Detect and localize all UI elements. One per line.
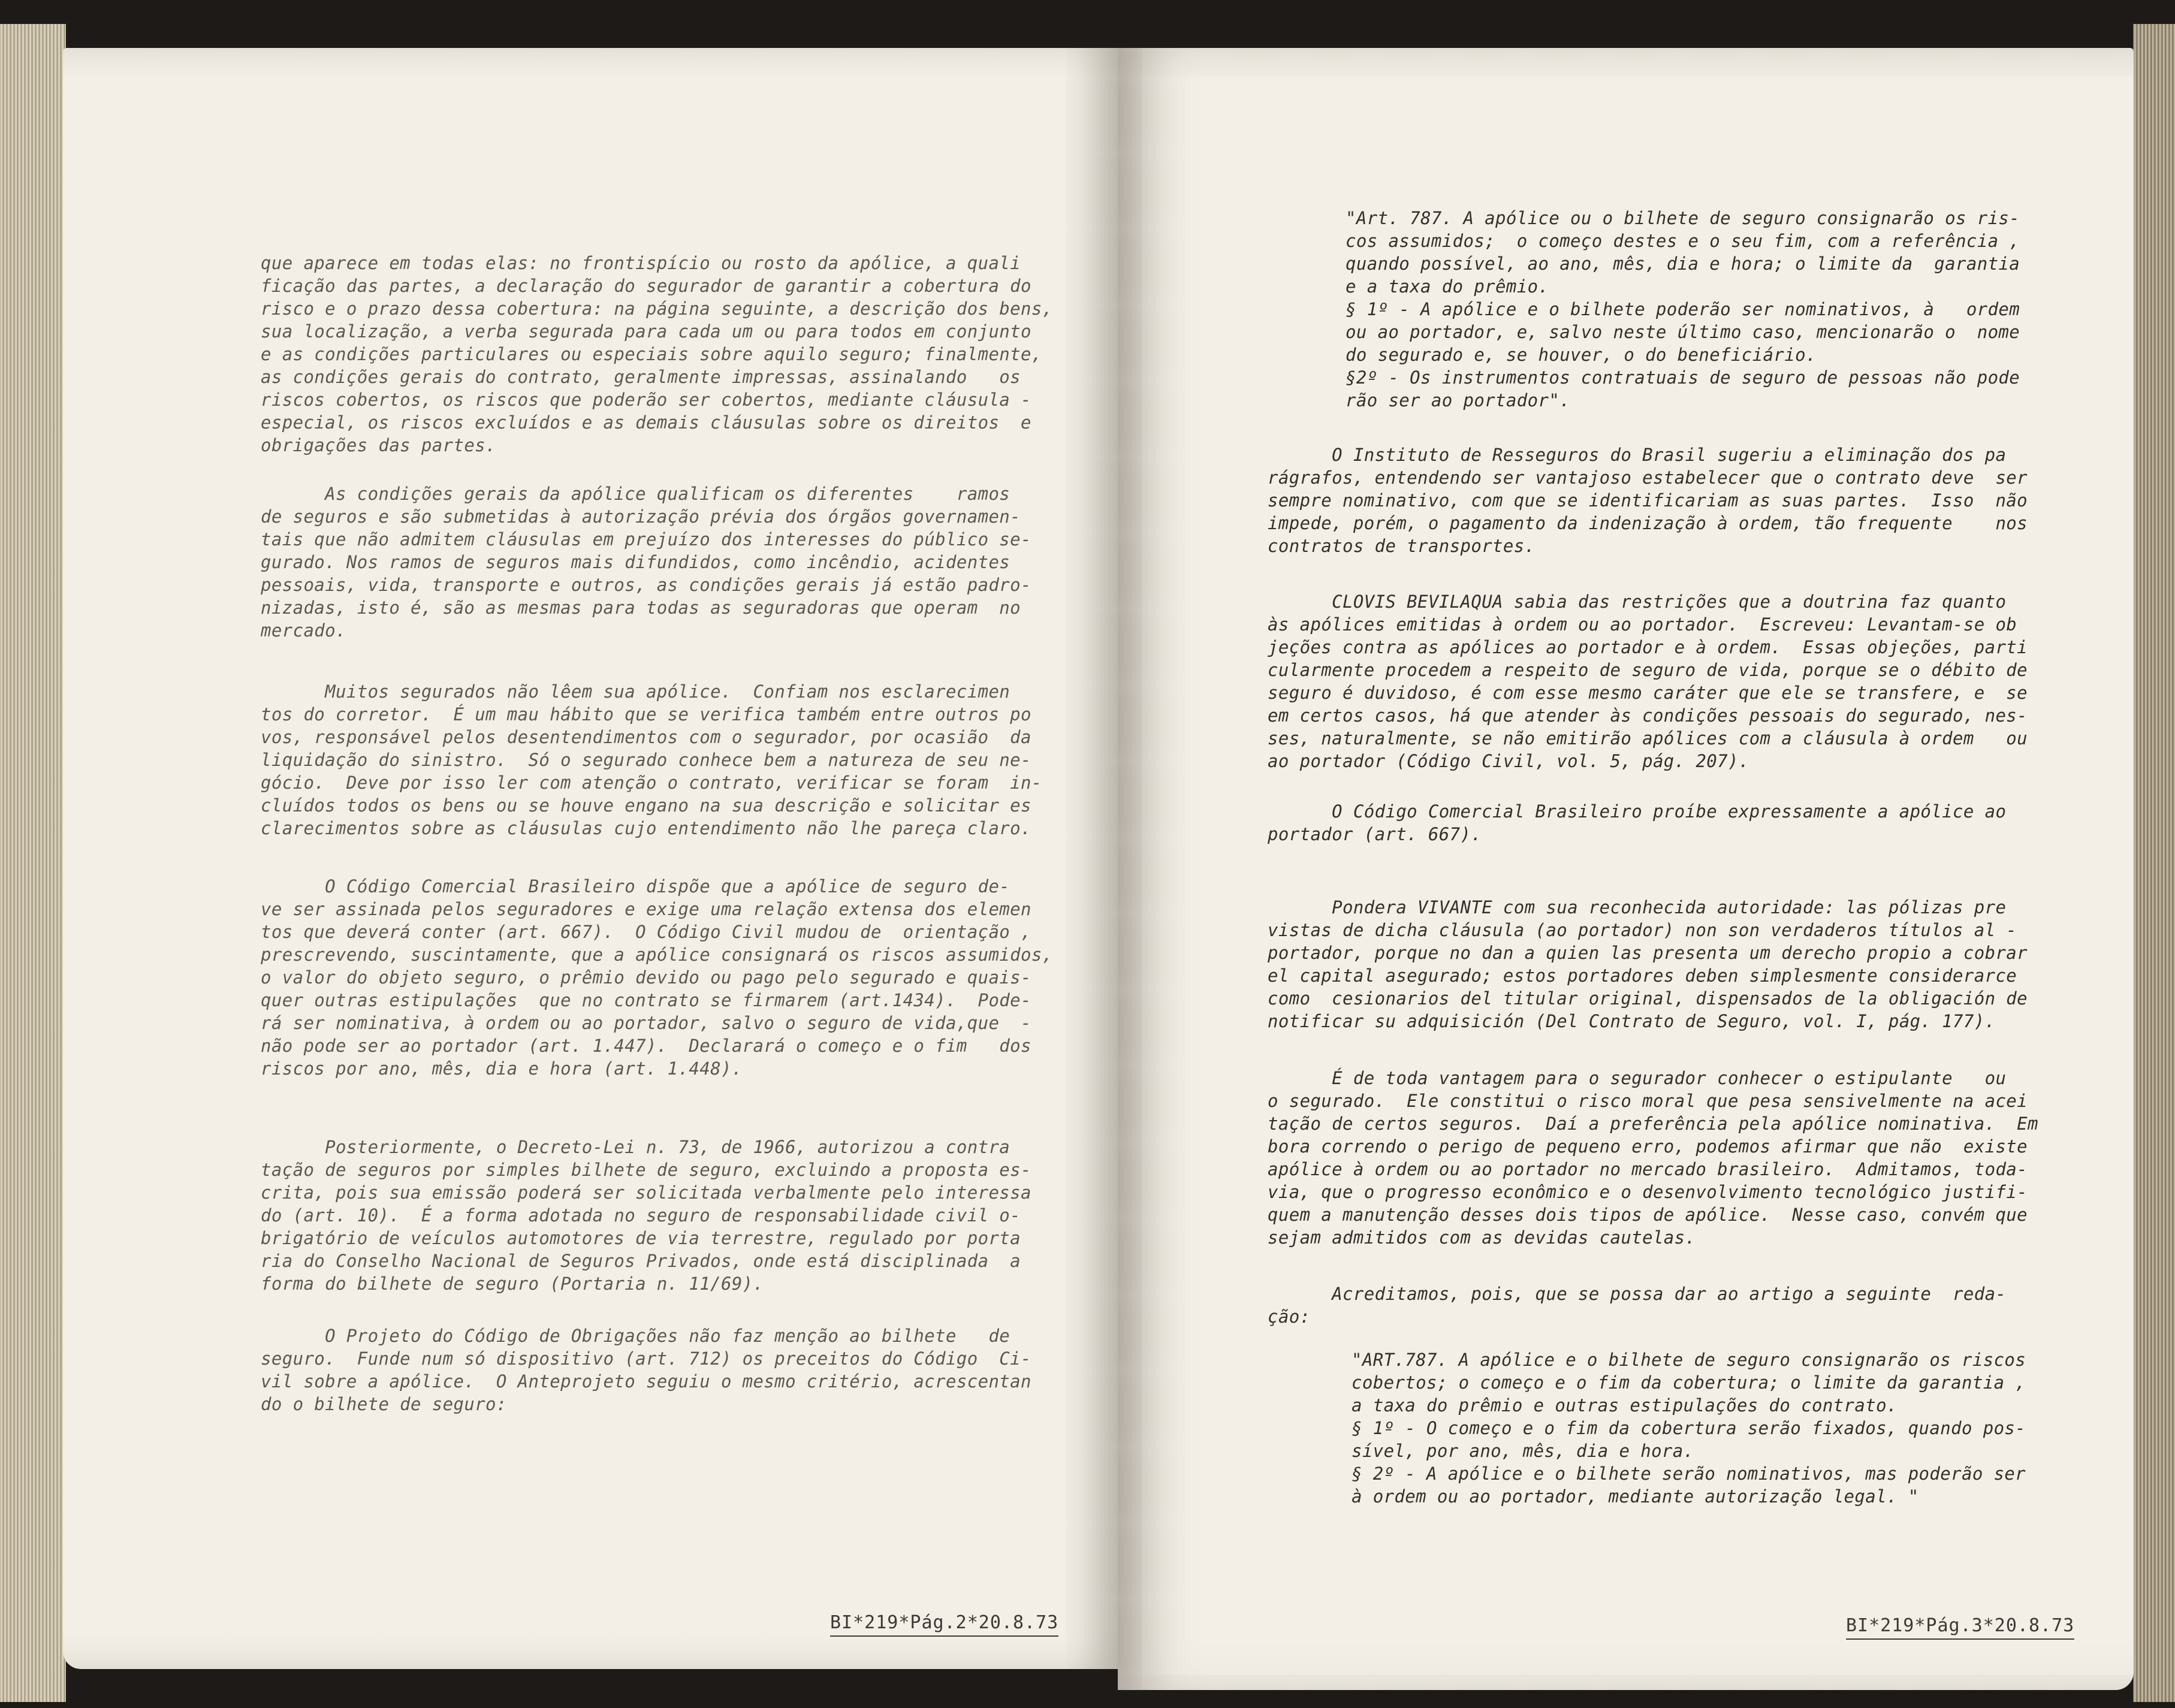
right-page-footer: BI*219*Pág.3*20.8.73 bbox=[1846, 1615, 2074, 1640]
left-paragraph-6: O Projeto do Código de Obrigações não faz menção ao bilhete de seguro. Funde num só dispositivo (art. 712) os preceitos do Código Ci- vil sobre a apólice. O Anteprojeto seguiu o mesmo critério, acrescentan do o bilhete de seguro: bbox=[261, 1326, 1031, 1414]
left-paragraph-3: Muitos segurados não lêem sua apólice. Confiam nos esclarecimen tos do corretor. É um mau hábito que se verifica também entre outros po vos, responsável pelos desentendimentos com o segurador, por ocasião da liquidação do sinistro. Só o segurado conhece bem a natureza de seu ne- gócio. Deve por isso ler com atenção o contrato, verificar se foram in- cluídos todos os bens ou se houve engano na sua descrição e solicitar es clarecimentos sobre as cláusulas cujo entendimento não lhe pareça claro. bbox=[261, 681, 1042, 838]
left-paragraph-5: Posteriormente, o Decreto-Lei n. 73, de 1966, autorizou a contra tação de seguros por simples bilhete de seguro, excluindo a proposta es- crita, pois sua emissão poderá ser solicitada verbalmente pelo interessa do (art. 10). É a forma adotada no seguro de responsabilidade civil o- brigatório de veículos automotores de via terrestre, regulado por porta ria do Conselho Nacional de Seguros Privados, onde está disciplinada a forma do bilhete de seguro (Portaria n. 11/69). bbox=[261, 1137, 1031, 1294]
right-paragraph-3: CLOVIS BEVILAQUA sabia das restrições que a doutrina faz quanto às apólices emitidas à ordem ou ao portador. Escreveu: Levantam-se ob jeções contra as apólices ao portador e à ordem. Essas objeções, parti cularmente procedem a respeito de seguro de vida, porque se o débito de seguro é duvidoso, é com esse mesmo caráter que ele se transfere, e se em certos casos, há que atender às condições pessoais do segurado, nes- ses, naturalmente, se não emitirão apólices com a cláusula à ordem ou ao portador (Código Civil, vol. 5, pág. 207). bbox=[1268, 592, 2028, 771]
book-edge-left bbox=[0, 24, 66, 1702]
right-paragraph-7: Acreditamos, pois, que se possa dar ao artigo a seguinte reda- ção: bbox=[1268, 1284, 2007, 1327]
right-paragraph-6: É de toda vantagem para o segurador conhecer o estipulante ou o segurado. Ele constitui o risco moral que pesa sensivelmente na acei tação de certos seguros. Daí a preferência pela apólice nominativa. Em bora correndo o perigo de pequeno erro, podemos afirmar que não existe apólice à ordem ou ao portador no mercado brasileiro. Admitamos, toda- via, que o progresso econômico e o desenvolvimento tecnológico justifi- quem a manutenção desses dois tipos de apólice. Nesse caso, convém que sejam admitidos com as devidas cautelas. bbox=[1268, 1068, 2038, 1248]
book-edge-right bbox=[2133, 24, 2175, 1702]
right-paragraph-8: "ART.787. A apólice e o bilhete de seguro consignarão os riscos cobertos; o começo e o fim da cobertura; o limite da garantia , a taxa do prêmio e outras estipulações do contrato. § 1º - O começo e o fim da cobertura serão fixados, quando pos- sível, por ano, mês, dia e hora. § 2º - A apólice e o bilhete serão nominativos, mas poderão ser à ordem ou ao portador, mediante autorização legal. " bbox=[1352, 1350, 2026, 1507]
left-paragraph-4: O Código Comercial Brasileiro dispõe que a apólice de seguro de- ve ser assinada pelos seguradores e exige uma relação extensa dos elemen tos que deverá conter (art. 667). O Código Civil mudou de orientação , prescrevendo, suscintamente, que a apólice consignará os riscos assumidos, o valor do objeto seguro, o prêmio devido ou pago pelo segurado e quais- quer outras estipulações que no contrato se firmarem (art.1434). Pode- rá ser nominativa, à ordem ou ao portador, salvo o seguro de vida,que - não pode ser ao portador (art. 1.447). Declarará o começo e o fim dos riscos por ano, mês, dia e hora (art. 1.448). bbox=[261, 876, 1053, 1079]
left-page-footer: BI*219*Pág.2*20.8.73 bbox=[830, 1612, 1058, 1637]
left-paragraph-1: que aparece em todas elas: no frontispício ou rosto da apólice, a quali ficação das partes, a declaração do segurador de garantir a cobertura do risco e o prazo dessa cobertura: na página seguinte, a descrição dos bens, sua localização, a verba segurada para cada um ou para todos em conjunto e as condições particulares ou especiais sobre aquilo seguro; finalmente, as condições gerais do contrato, geralmente impressas, assinalando os riscos cobertos, os riscos que poderão ser cobertos, mediante cláusula - especial, os riscos excluídos e as demais cláusulas sobre os direitos e obrigações das partes. bbox=[261, 253, 1053, 455]
right-paragraph-4: O Código Comercial Brasileiro proíbe expressamente a apólice ao portador (art. 667). bbox=[1268, 801, 2007, 844]
left-page bbox=[63, 48, 1118, 1669]
right-paragraph-5: Pondera VIVANTE com sua reconhecida autoridade: las pólizas pre vistas de dicha cláusula (ao portador) non son verdaderos títulos al - portador, porque no dan a quien las presenta um derecho propio a cobrar el capital asegurado; estos portadores deben simplesmente considerarce como cesionarios del titular original, dispensados de la obligación de notificar su adquisición (Del Contrato de Seguro, vol. I, pág. 177). bbox=[1268, 897, 2028, 1031]
left-paragraph-2: As condições gerais da apólice qualificam os diferentes ramos de seguros e são submetidas à autorização prévia dos órgãos governamen- tais que não admitem cláusulas em prejuízo dos interesses do público se- gurado. Nos ramos de seguros mais difundidos, como incêndio, acidentes pessoais, vida, transporte e outros, as condições gerais já estão padro- nizadas, isto é, são as mesmas para todas as seguradoras que operam no mercado. bbox=[261, 484, 1031, 641]
right-paragraph-2: O Instituto de Resseguros do Brasil sugeriu a eliminação dos pa rágrafos, entendendo ser vantajoso estabelecer que o contrato deve ser sempre nominativo, com que se identificariam as suas partes. Isso não impede, porém, o pagamento da indenização à ordem, tão frequente nos contratos de transportes. bbox=[1268, 445, 2028, 556]
right-page bbox=[1118, 48, 2134, 1690]
right-paragraph-1: "Art. 787. A apólice ou o bilhete de seguro consignarão os ris- cos assumidos; o começo destes e o seu fim, com a referência , quando possível, ao ano, mês, dia e hora; o limite da garantia e a taxa do prêmio. § 1º - A apólice e o bilhete poderão ser nominativos, à ordem ou ao portador, e, salvo neste último caso, mencionarão o nome do segurado e, se houver, o do beneficiário. §2º - Os instrumentos contratuais de seguro de pessoas não pode rão ser ao portador". bbox=[1346, 208, 2020, 411]
